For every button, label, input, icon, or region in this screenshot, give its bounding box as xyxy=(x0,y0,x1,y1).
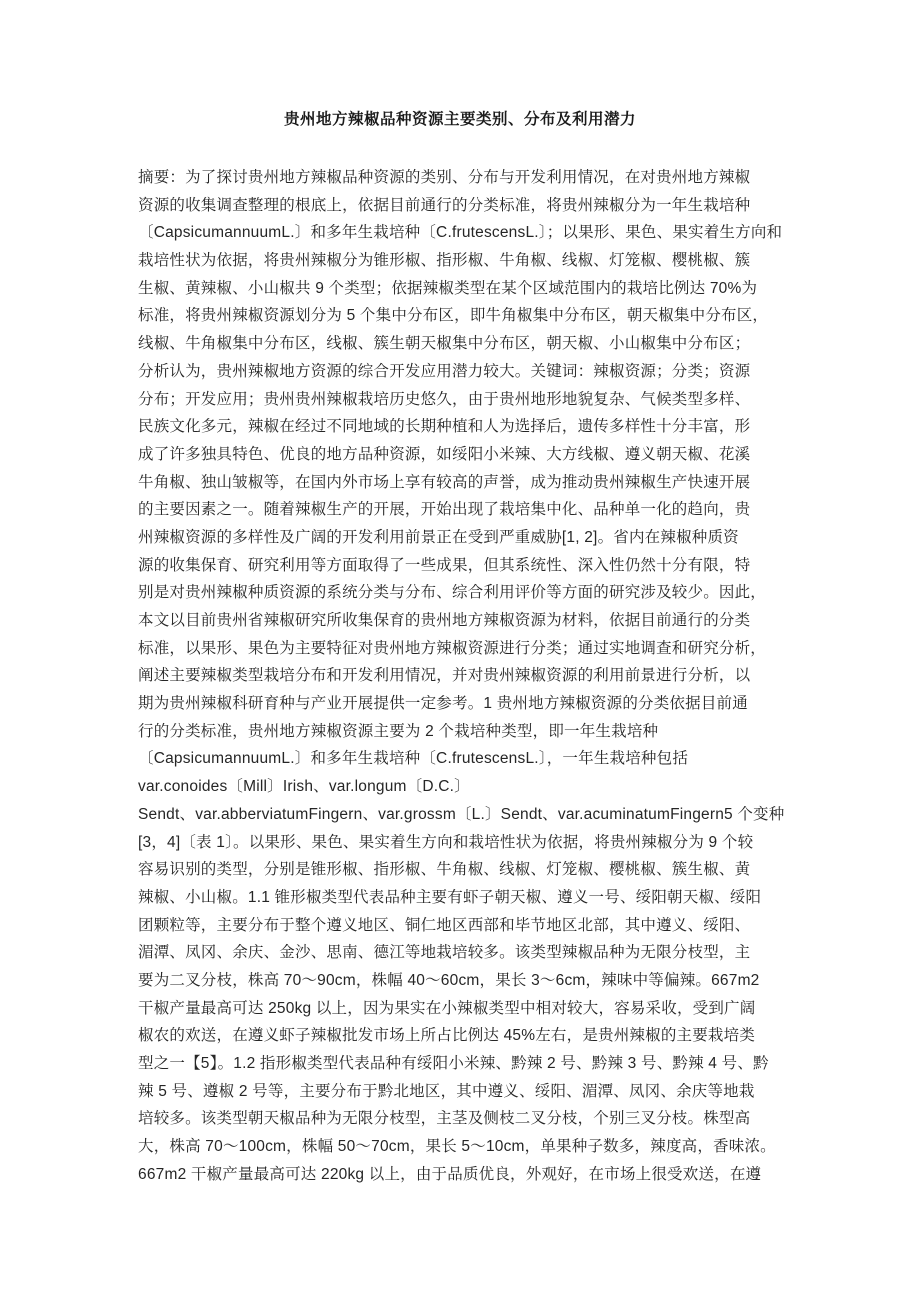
body-line: 资源的收集调查整理的根底上，依据目前通行的分类标准，将贵州辣椒分为一年生栽培种 xyxy=(138,196,751,214)
body-line: 的主要因素之一。随着辣椒生产的开展，开始出现了栽培集中化、品种单一化的趋向，贵 xyxy=(138,501,751,519)
body-line: 〔CapsicumannuumL.〕和多年生栽培种〔C.frutescensL.〕，一年生栽培种包括 xyxy=(138,750,689,768)
body-line: 标准，以果形、果色为主要特征对贵州地方辣椒资源进行分类；通过实地调查和研究分析， xyxy=(138,639,767,657)
body-line: var.conoides〔Mill〕Irish、var.longum〔D.C.〕 xyxy=(138,778,470,796)
body-line: 源的收集保育、研究利用等方面取得了一些成果，但其系统性、深入性仍然十分有限，特 xyxy=(138,556,751,574)
body-line: 别是对贵州辣椒种质资源的系统分类与分布、综合利用评价等方面的研究涉及较少。因此， xyxy=(138,584,767,602)
body-line: 辣 5 号、遵椒 2 号等，主要分布于黔北地区，其中遵义、绥阳、湄潭、凤冈、余庆等地栽 xyxy=(138,1082,755,1100)
body-line: 团颗粒等，主要分布于整个遵义地区、铜仁地区西部和毕节地区北部，其中遵义、绥阳、 xyxy=(138,916,751,934)
body-line: 大，株高 70～100cm，株幅 50～70cm，果长 5～10cm，单果种子数多，辣度高，香味浓。 xyxy=(138,1138,776,1156)
body-line: [3，4]〔表 1〕。以果形、果色、果实着生方向和栽培性状为依据，将贵州辣椒分为 9 个较 xyxy=(138,833,754,851)
body-line: 分布；开发应用；贵州贵州辣椒栽培历史悠久，由于贵州地形地貌复杂、气候类型多样、 xyxy=(138,390,751,408)
body-line: 生椒、黄辣椒、小山椒共 9 个类型；依据辣椒类型在某个区域范围内的栽培比例达 70%为 xyxy=(138,279,758,297)
body-line: 摘要：为了探讨贵州地方辣椒品种资源的类别、分布与开发利用情况，在对贵州地方辣椒 xyxy=(138,169,751,186)
body-line: 椒农的欢送，在遵义虾子辣椒批发市场上所占比例达 45%左右，是贵州辣椒的主要栽培类 xyxy=(138,1027,756,1045)
body-line: 容易识别的类型，分别是锥形椒、指形椒、牛角椒、线椒、灯笼椒、樱桃椒、簇生椒、黄 xyxy=(138,861,751,879)
body-line: 〔CapsicumannuumL.〕和多年生栽培种〔C.frutescensL.〕；以果形、果色、果实着生方向和 xyxy=(138,224,783,242)
body-line: 牛角椒、独山皱椒等，在国内外市场上享有较高的声誉，成为推动贵州辣椒生产快速开展 xyxy=(138,473,751,491)
body-line: 667m2 干椒产量最高可达 220kg 以上，由于品质优良，外观好，在市场上很受欢送，在遵 xyxy=(138,1165,762,1183)
body-line: 期为贵州辣椒科研育种与产业开展提供一定参考。1 贵州地方辣椒资源的分类依据目前通 xyxy=(138,695,748,713)
body-line: 栽培性状为依据，将贵州辣椒分为锥形椒、指形椒、牛角椒、线椒、灯笼椒、樱桃椒、簇 xyxy=(138,252,751,270)
body-line: Sendt、var.abberviatumFingern、var.grossm〔L.〕Sendt、var.acuminatumFingern5 个变种 xyxy=(138,805,785,823)
body-line: 州辣椒资源的多样性及广阔的开发利用前景正在受到严重威胁[1, 2]。省内在辣椒种质资 xyxy=(138,528,739,546)
body-line: 线椒、牛角椒集中分布区，线椒、簇生朝天椒集中分布区，朝天椒、小山椒集中分布区； xyxy=(138,335,751,353)
body-line: 本文以目前贵州省辣椒研究所收集保育的贵州地方辣椒资源为材料，依据目前通行的分类 xyxy=(138,612,751,629)
body-line: 型之一【5】。1.2 指形椒类型代表品种有绥阳小米辣、黔辣 2 号、黔辣 3 号、黔辣 4 号、黔 xyxy=(138,1055,769,1072)
body-line: 成了许多独具特色、优良的地方品种资源，如绥阳小米辣、大方线椒、遵义朝天椒、花溪 xyxy=(138,445,751,463)
body-line: 湄潭、凤冈、余庆、金沙、思南、德江等地栽培较多。该类型辣椒品种为无限分枝型，主 xyxy=(138,944,751,962)
body-line: 民族文化多元，辣椒在经过不同地域的长期种植和人为选择后，遗传多样性十分丰富，形 xyxy=(138,418,751,436)
body-line: 分析认为，贵州辣椒地方资源的综合开发应用潜力较大。关键词：辣椒资源；分类；资源 xyxy=(138,362,751,380)
document-title: 贵州地方辣椒品种资源主要类别、分布及利用潜力 xyxy=(283,111,636,128)
body-line: 培较多。该类型朝天椒品种为无限分枝型，主茎及侧枝二叉分枝，个别三叉分枝。株型高 xyxy=(138,1110,751,1128)
document-body xyxy=(138,164,785,1188)
body-line: 标准，将贵州辣椒资源划分为 5 个集中分布区，即牛角椒集中分布区，朝天椒集中分布区， xyxy=(138,307,769,325)
body-line: 阐述主要辣椒类型栽培分布和开发利用情况，并对贵州辣椒资源的利用前景进行分析，以 xyxy=(138,667,751,685)
body-line: 要为二叉分枝，株高 70～90cm，株幅 40～60cm，果长 3～6cm，辣味中等偏辣。667m2 xyxy=(138,971,760,989)
body-line: 干椒产量最高可达 250kg 以上，因为果实在小辣椒类型中相对较大，容易采收，受到广阔 xyxy=(138,999,756,1017)
body-line: 行的分类标准，贵州地方辣椒资源主要为 2 个栽培种类型，即一年生栽培种 xyxy=(138,722,659,740)
body-line: 辣椒、小山椒。1.1 锥形椒类型代表品种主要有虾子朝天椒、遵义一号、绥阳朝天椒、绥阳 xyxy=(138,888,762,906)
